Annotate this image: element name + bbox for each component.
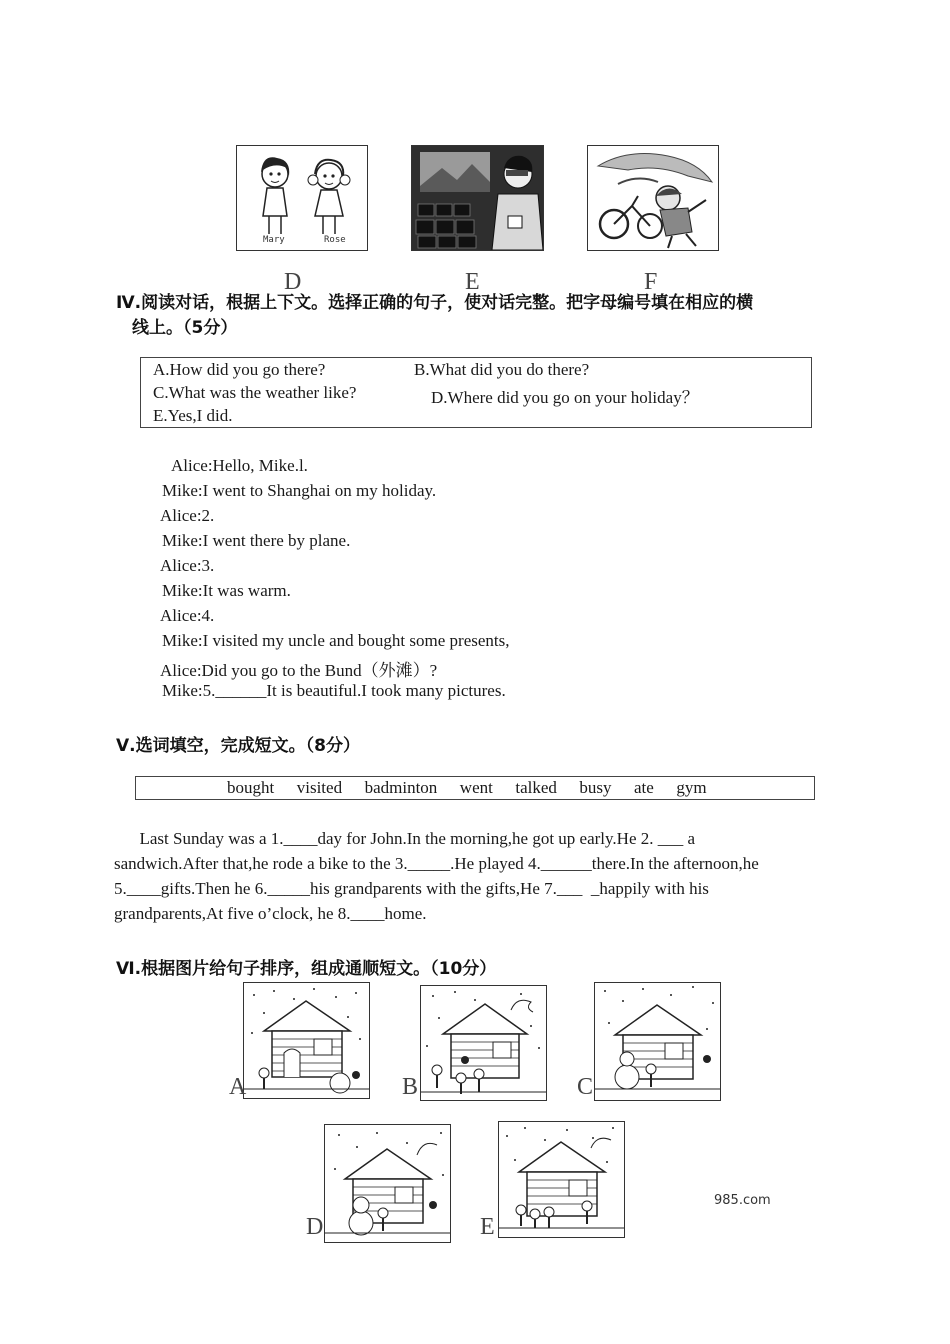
passage-line: 5.____gifts.Then he 6._____his grandparents with the gifts,He 7.___ _happily with his	[114, 879, 709, 898]
picture-e-cinema	[411, 145, 544, 251]
name-rose: Rose	[324, 235, 346, 245]
snow-label-e: E	[480, 1214, 495, 1240]
bike-fall-illustration	[588, 146, 718, 250]
dialogue-line: Mike:It was warm.	[162, 581, 291, 600]
section6-title: Ⅵ.根据图片给句子排序，组成通顺短文。（10分）	[116, 959, 497, 979]
snow-house-icon	[244, 983, 369, 1098]
dialogue-line: Mike:I went there by plane.	[162, 531, 351, 550]
footer-right-text: 985.com	[714, 1193, 771, 1208]
word-ate: ate	[634, 778, 654, 797]
passage-line: Last Sunday was a 1.____day for John.In the morning,he got up early.He 2. ___ a	[114, 829, 696, 848]
option-d: D.Where did you go on your holiday？	[431, 388, 699, 407]
dialogue-line: Mike:5.______It is beautiful.I took many pictures.	[162, 681, 506, 700]
option-a: A.How did you go there?	[153, 360, 326, 379]
option-e: E.Yes,I did.	[153, 406, 233, 425]
section4-options-box	[140, 357, 812, 428]
snow-label-d: D	[306, 1214, 324, 1240]
name-mary: Mary	[263, 235, 285, 245]
footer-left-text: 小学、初	[177, 1197, 230, 1212]
picture-f-bike	[587, 145, 719, 251]
snow-house-icon	[595, 983, 720, 1100]
picture-d-mary-rose	[236, 145, 368, 251]
picture-label-e: E	[465, 269, 480, 295]
section5-passage	[114, 826, 834, 926]
passage-line: grandparents,At five o’clock, he 8.____home.	[114, 904, 427, 923]
snow-label-a: A	[229, 1074, 247, 1100]
picture-label-f: F	[644, 269, 658, 295]
picture-label-d: D	[284, 269, 302, 295]
snow-house-icon	[325, 1125, 450, 1242]
girls-illustration	[237, 146, 367, 250]
word-bank	[227, 778, 707, 798]
dialogue-line: Mike:I went to Shanghai on my holiday.	[162, 481, 437, 500]
dialogue-line: Mike:I visited my uncle and bought some presents,	[162, 631, 510, 650]
dialogue-line: Alice:4.	[160, 606, 215, 625]
snow-picture-b	[420, 985, 547, 1101]
snow-house-icon	[421, 986, 546, 1100]
dialogue-line: Alice:3.	[160, 556, 215, 575]
option-c: C.What was the weather like?	[153, 383, 357, 402]
snow-picture-d	[324, 1124, 451, 1243]
word-busy: busy	[579, 778, 612, 797]
option-b: B.What did you do there?	[414, 360, 590, 379]
snow-picture-e	[498, 1121, 625, 1238]
dialogue-line: Alice:Did you go to the Bund（外滩）?	[160, 661, 438, 680]
word-bank-box	[135, 776, 815, 800]
word-talked: talked	[515, 778, 557, 797]
section4-title-line1: Ⅳ.阅读对话，根据上下文。选择正确的句子，使对话完整。把字母编号填在相应的横	[116, 293, 754, 313]
word-bought: bought	[227, 778, 275, 797]
snow-house-icon	[499, 1122, 624, 1237]
word-went: went	[459, 778, 493, 797]
snow-picture-a	[243, 982, 370, 1099]
cinema-illustration	[412, 146, 543, 250]
snow-picture-c	[594, 982, 721, 1101]
dialogue-line: Alice:Hello, Mike.l.	[171, 456, 308, 475]
snow-label-c: C	[577, 1074, 594, 1100]
passage-line: sandwich.After that,he rode a bike to the 3._____.He played 4.______there.In the afternoon,he	[114, 854, 759, 873]
snow-label-b: B	[402, 1074, 419, 1100]
section4-title-line2: 线上。（5分）	[132, 318, 238, 338]
word-visited: visited	[296, 778, 343, 797]
word-badminton: badminton	[364, 778, 438, 797]
section5-title: Ⅴ.选词填空，完成短文。（8分）	[116, 736, 360, 756]
word-gym: gym	[676, 778, 707, 797]
dialogue-line: Alice:2.	[160, 506, 215, 525]
